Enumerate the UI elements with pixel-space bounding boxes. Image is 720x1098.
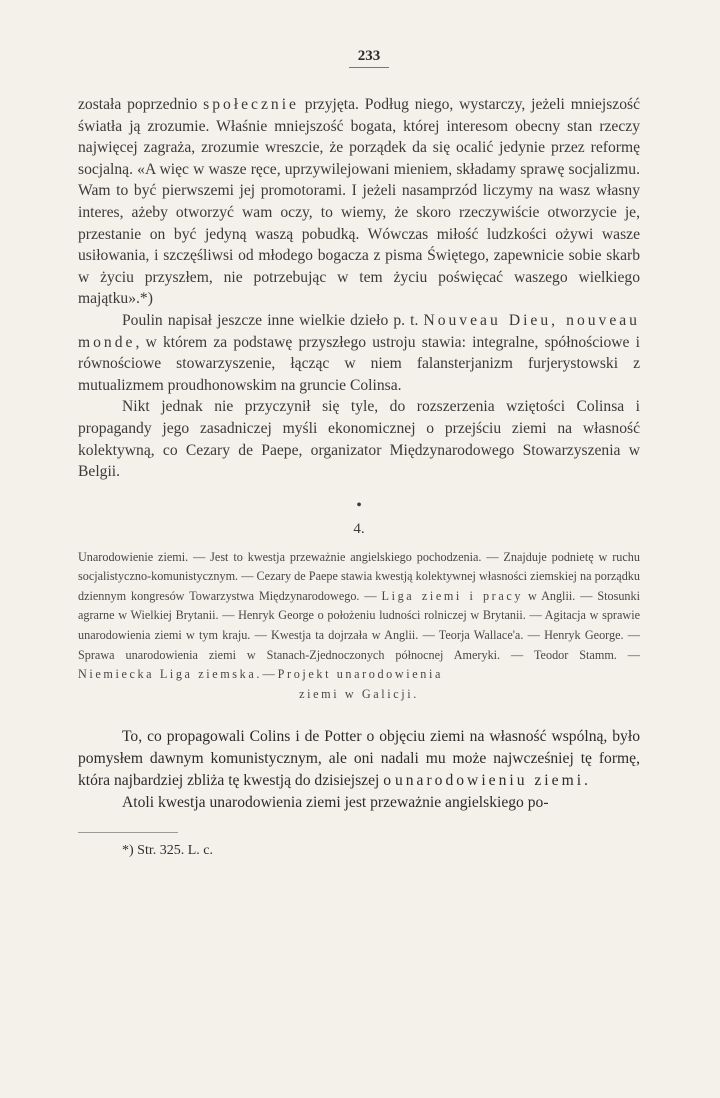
summary-spaced-text: Liga ziemi i pracy xyxy=(381,588,524,603)
page-number-rule xyxy=(349,67,389,68)
section-body-text xyxy=(78,726,640,814)
section-text-run: To, co propagowali Colins i de Potter o objęciu ziemi na własność wspólną, było pomysłem dawnym komunistycznym, ale oni nadali mu może najwcześniej tę formę, która najbardziej zbliża tę kwestją do dzisiejszej o xyxy=(78,728,640,790)
footnote-text: *) Str. 325. L. c. xyxy=(122,843,213,859)
summary-spaced-text: Niemiecka Liga ziemska xyxy=(78,667,257,682)
summary-text-run: w Anglii. — Stosunki agrarne w Wielkiej Brytanii. — Henryk George o położeniu ludności rolniczej w Brytanii. — Agitacja w sprawie unarodowienia ziemi w tym kraju. — Kwestja ta dojrzała w Anglii. — Teorja Wallace'a. — Henryk George. — Sprawa unarodowienia ziemi w Stanach-Zjednoczonych północnej Ameryki. — Teodor Stamm. — xyxy=(78,588,641,662)
body-spaced-text: Nouveau Dieu, nouveau monde xyxy=(78,311,640,351)
summary-last-line: ziemi w Galicji. xyxy=(299,686,419,701)
body-paragraph xyxy=(78,310,640,396)
footnote-rule xyxy=(78,832,178,833)
summary-text-run: Unarodowienie ziemi. — Jest to kwestja przeważnie angielskiego pochodzenia. — Znajduje podnietę w ruchu socjalistyczno-komunistycznym. — Cezary de Paepe stawia kwestją kolektywnej własności ziemskiej na porządku dziennym kongresów Towarzystwa Międzynarodowego. — xyxy=(78,549,640,603)
body-text-run: , w którem za podstawę przyszłego ustroju stawia: integralne, spółnościowe i równościowe stowarzyszenie, łącząc w niem falansterjanizm furjerystowski z mutualizmem proudhonowskim na gruncie Colinsa. xyxy=(78,333,640,394)
body-paragraph xyxy=(78,94,640,310)
summary-text xyxy=(78,548,640,685)
body-text xyxy=(78,94,640,483)
body-paragraph xyxy=(78,396,640,482)
body-text-run: Nikt jednak nie przyczynił się tyle, do rozszerzenia wziętości Colinsa i propagandy jego zasadniczej myśli ekonomicznej o przejściu ziemi na własność kolektywną, co Cezary de Paepe, organizator Międzynarodowego Stowarzyszenia w Belgii. xyxy=(78,398,640,481)
page-number: 233 xyxy=(357,48,381,64)
page xyxy=(78,48,640,859)
section-number: 4. xyxy=(353,520,365,537)
summary-spaced-text: Projekt unarodowienia xyxy=(277,667,443,682)
section-summary xyxy=(78,548,640,705)
section-paragraph xyxy=(78,792,640,814)
footnote xyxy=(78,832,640,859)
body-text-run: została poprzednio xyxy=(78,96,204,113)
body-text-run: Poulin napisał jeszcze inne wielkie dzieło p. t. xyxy=(122,311,424,329)
section-text-run: Atoli kwestja unarodowienia ziemi jest przeważnie angielskiego po- xyxy=(122,794,549,812)
section-paragraph xyxy=(78,726,640,792)
section-spaced-text: unarodowieniu ziemi xyxy=(394,772,585,790)
summary-text-run: . — xyxy=(256,667,278,682)
separator-dot: • xyxy=(356,496,362,514)
body-spaced-text: społecznie xyxy=(203,96,299,113)
section-text-run: . xyxy=(584,772,588,790)
body-text-run: przyjęta. Podług niego, wystarczy, jeżeli mniejszość światła ją zrozumie. Właśnie mniejszość bogata, której interesom obecny stan rzeczy najwięcej zagraża, zrozumie wreszcie, że porządek da się ocalić jedynie przez reformę socjalną. «A więc w wasze ręce, uprzywilejowani mieniem, składamy sprawę socjalizmu. Wam to być pierwszemi jej promotorami. I jeżeli nasamprzód liczymy na wasz własny interes, ażeby otworzyć wam oczy, to wiemy, że skoro rzeczywiście otworzycie je, przestanie on być jedyną waszą pobudką. Wówczas miłość ludzkości ożywi wasze usiłowania, i szczęśliwsi od młodego bogacza z pisma Świętego, zapewnicie sobie skarb w życiu przyszłem, nie potrzebując w tem życiu poświęcać waszego wielkiego majątku».*) xyxy=(78,96,641,308)
